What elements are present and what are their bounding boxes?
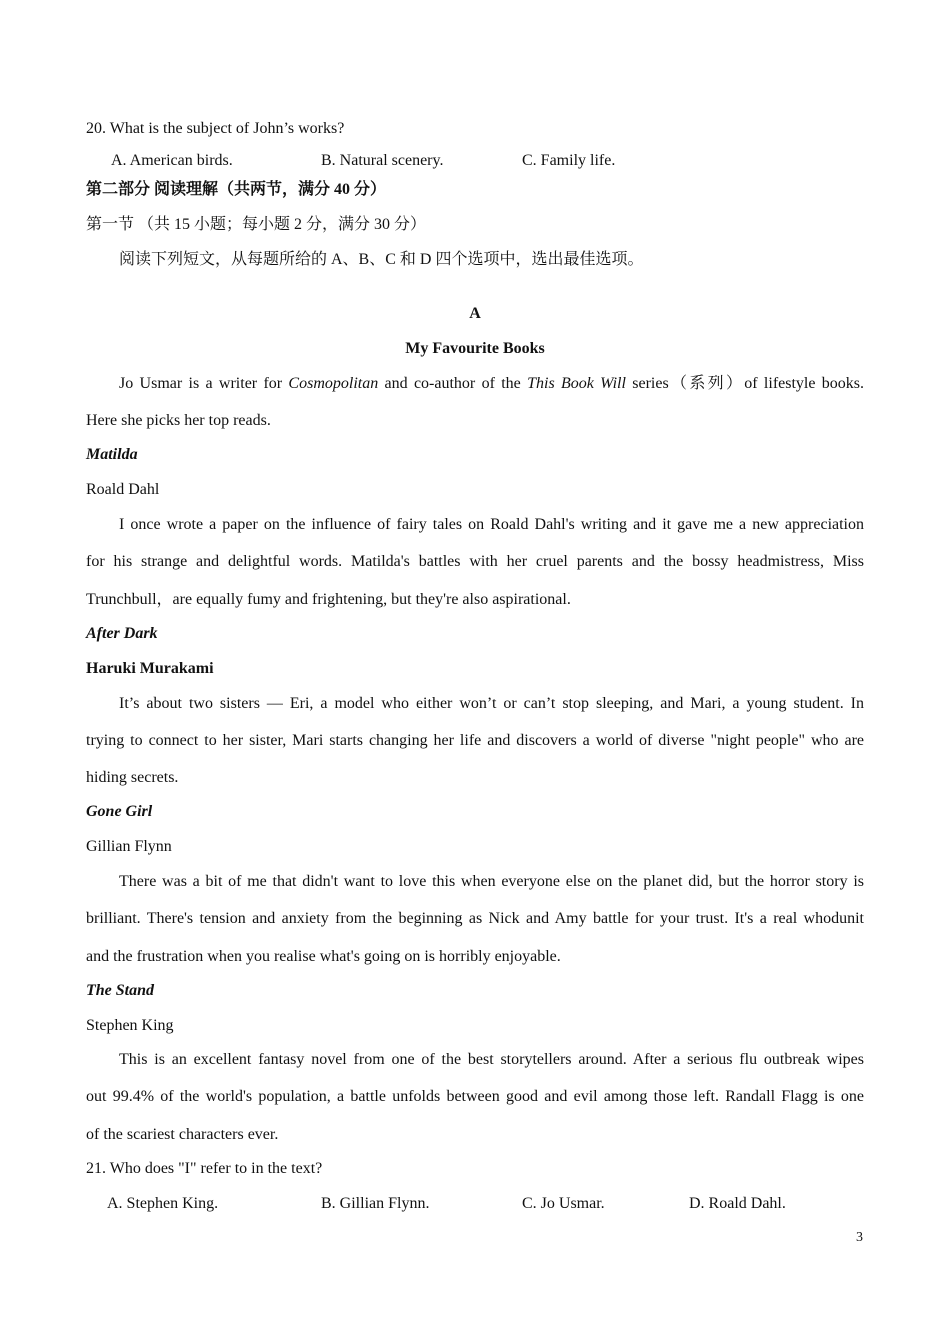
review-line: for his strange and delightful words. Matilda's battles with her cruel parents and the bossy headmistress, Miss xyxy=(86,553,864,570)
intro-line-2: Here she picks her top reads. xyxy=(86,412,271,429)
review-line: It’s about two sisters — Eri, a model who either won’t or can’t stop sleeping, and Mari, a young student. In xyxy=(119,695,864,712)
book-author: Roald Dahl xyxy=(86,481,160,498)
review-line: and the frustration when you realise what's going on is horribly enjoyable. xyxy=(86,948,561,965)
q21-option-b: B. Gillian Flynn. xyxy=(321,1195,430,1212)
review-line: This is an excellent fantasy novel from one of the best storytellers around. After a serious flu outbreak wipes xyxy=(119,1051,864,1068)
q21-question: 21. Who does "I" refer to in the text? xyxy=(86,1160,323,1177)
document-page xyxy=(86,0,864,1344)
instruction-text: 阅读下列短文，从每题所给的 A、B、C 和 D 四个选项中，选出最佳选项。 xyxy=(119,251,644,268)
book-title: After Dark xyxy=(86,625,158,642)
subsection-heading: 第一节 （共 15 小题；每小题 2 分，满分 30 分） xyxy=(86,216,427,233)
q20-question: 20. What is the subject of John’s works? xyxy=(86,120,345,137)
book-title: Gone Girl xyxy=(86,803,153,820)
q20-option-a: A. American birds. xyxy=(111,152,233,169)
review-line: hiding secrets. xyxy=(86,769,179,786)
intro-paragraph: Jo Usmar is a writer for Cosmopolitan and co-author of the This Book Will series（系列）of lifestyle books. xyxy=(119,375,865,392)
book-author: Haruki Murakami xyxy=(86,660,214,677)
q20-option-b: B. Natural scenery. xyxy=(321,152,444,169)
q21-option-a: A. Stephen King. xyxy=(107,1195,219,1212)
book-title: Matilda xyxy=(86,446,138,463)
passage-title: My Favourite Books xyxy=(405,340,545,357)
passage-label: A xyxy=(469,305,481,322)
magazine-title: Cosmopolitan xyxy=(288,375,379,392)
review-line: I once wrote a paper on the influence of fairy tales on Roald Dahl's writing and it gave me a new appreciation xyxy=(119,516,864,533)
review-line: out 99.4% of the world's population, a battle unfolds between good and evil among those left. Randall Flagg is one xyxy=(86,1088,864,1105)
review-line: brilliant. There's tension and anxiety from the beginning as Nick and Amy battle for your trust. It's a real whodunit xyxy=(86,910,864,927)
review-line: There was a bit of me that didn't want to love this when everyone else on the planet did, but the horror story is xyxy=(119,873,864,890)
review-line: Trunchbull，are equally fumy and frightening, but they're also aspirational. xyxy=(86,591,571,608)
review-line: of the scariest characters ever. xyxy=(86,1126,279,1143)
book-author: Stephen King xyxy=(86,1017,174,1034)
series-title: This Book Will xyxy=(527,375,626,392)
review-line: trying to connect to her sister, Mari starts changing her life and discovers a world of diverse "night people" who are xyxy=(86,732,864,749)
q20-option-c: C. Family life. xyxy=(522,152,616,169)
q21-option-c: C. Jo Usmar. xyxy=(522,1195,605,1212)
part-heading: 第二部分 阅读理解（共两节，满分 40 分） xyxy=(86,181,387,198)
book-author: Gillian Flynn xyxy=(86,838,172,855)
page-number: 3 xyxy=(856,1230,863,1245)
q21-option-d: D. Roald Dahl. xyxy=(689,1195,786,1212)
book-title: The Stand xyxy=(86,982,155,999)
